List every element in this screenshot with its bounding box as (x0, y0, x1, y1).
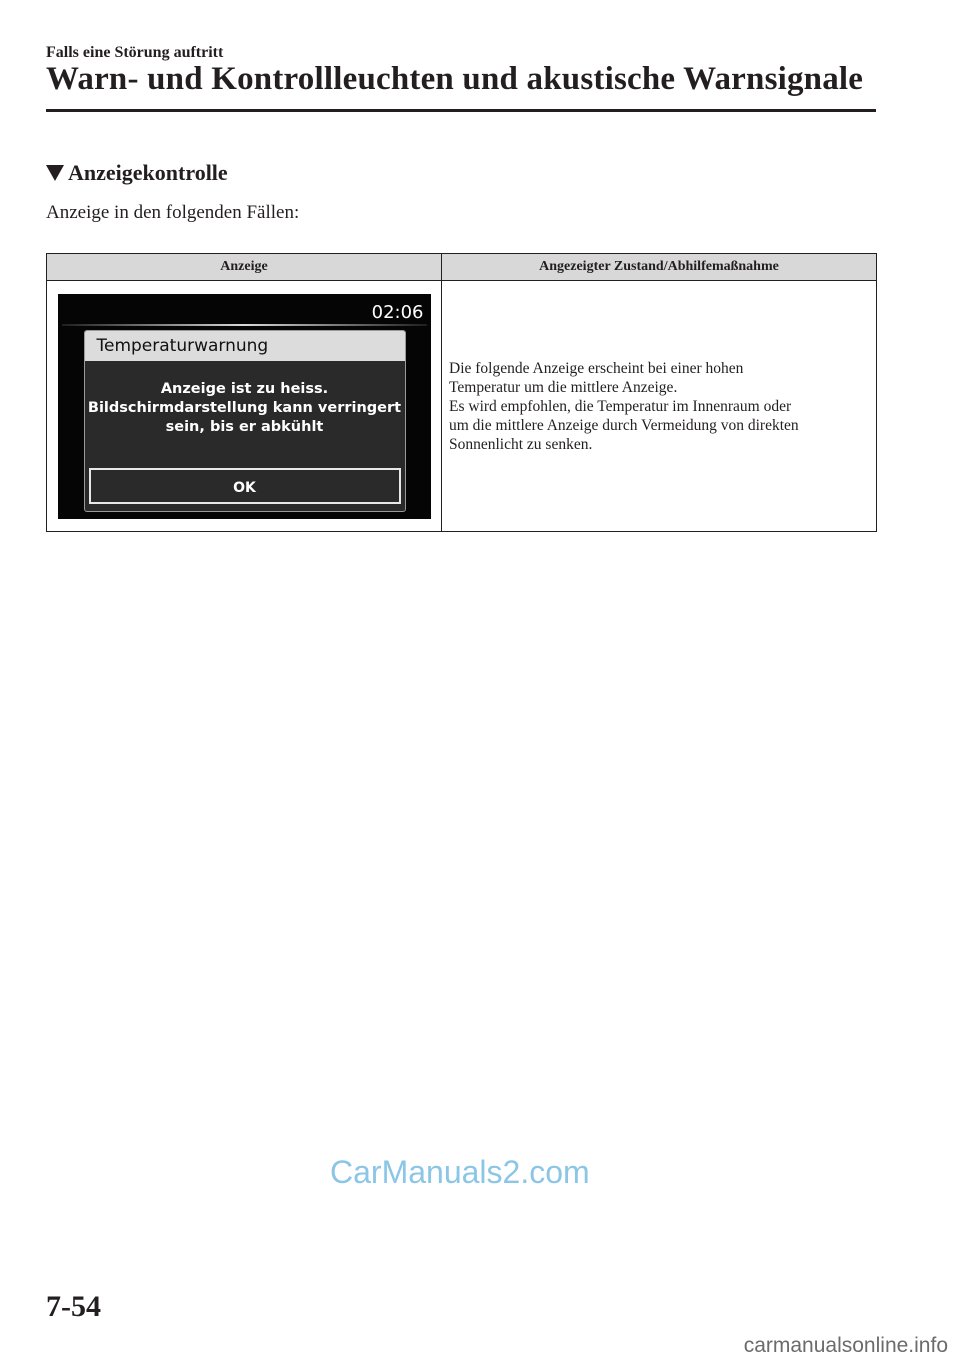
page-number: 7-54 (46, 1290, 101, 1323)
dialog-title: Temperaturwarnung (85, 331, 405, 361)
table-header-row (47, 254, 877, 281)
screen-clock: 02:06 (371, 301, 424, 323)
header-rule (46, 109, 876, 112)
column-header-condition: Angezeigter Zustand/Abhilfemaßnahme (442, 254, 877, 281)
warning-dialog (84, 330, 406, 512)
description-line: Die folgende Anzeige erscheint bei einer hohen (449, 359, 744, 377)
sub-heading-text: Anzeigekontrolle (68, 160, 228, 185)
dialog-message (85, 380, 405, 437)
ok-button: OK (89, 468, 401, 504)
screen-glow-line (62, 324, 427, 326)
description-line: um die mittlere Anzeige durch Vermeidung von direkten (449, 416, 799, 434)
description-line: Es wird empfohlen, die Temperatur im Innenraum oder (449, 397, 792, 415)
description-text (442, 359, 876, 454)
table-row (47, 281, 877, 532)
info-table (46, 253, 877, 532)
sub-heading (46, 160, 228, 186)
dialog-message-line: Bildschirmdarstellung kann verringert (87, 399, 402, 416)
page-title: Warn- und Kontrollleuchten und akustische Warnsignale (46, 61, 864, 97)
screen-image (58, 294, 431, 519)
description-cell (442, 281, 877, 532)
dialog-message-line: sein, bis er abkühlt (165, 418, 324, 435)
dialog-message-line: Anzeige ist zu heiss. (160, 380, 329, 397)
description-line: Temperatur um die mittlere Anzeige. (449, 378, 678, 396)
triangle-down-icon (46, 165, 64, 181)
section-label: Falls eine Störung auftritt (46, 44, 224, 61)
intro-text: Anzeige in den folgenden Fällen: (46, 202, 300, 223)
watermark-logo: CarManuals2.com (330, 1154, 590, 1190)
column-header-display: Anzeige (47, 254, 442, 281)
description-line: Sonnenlicht zu senken. (449, 435, 593, 453)
display-cell (47, 281, 442, 532)
footer-site-link[interactable]: carmanualsonline.info (743, 1334, 948, 1357)
